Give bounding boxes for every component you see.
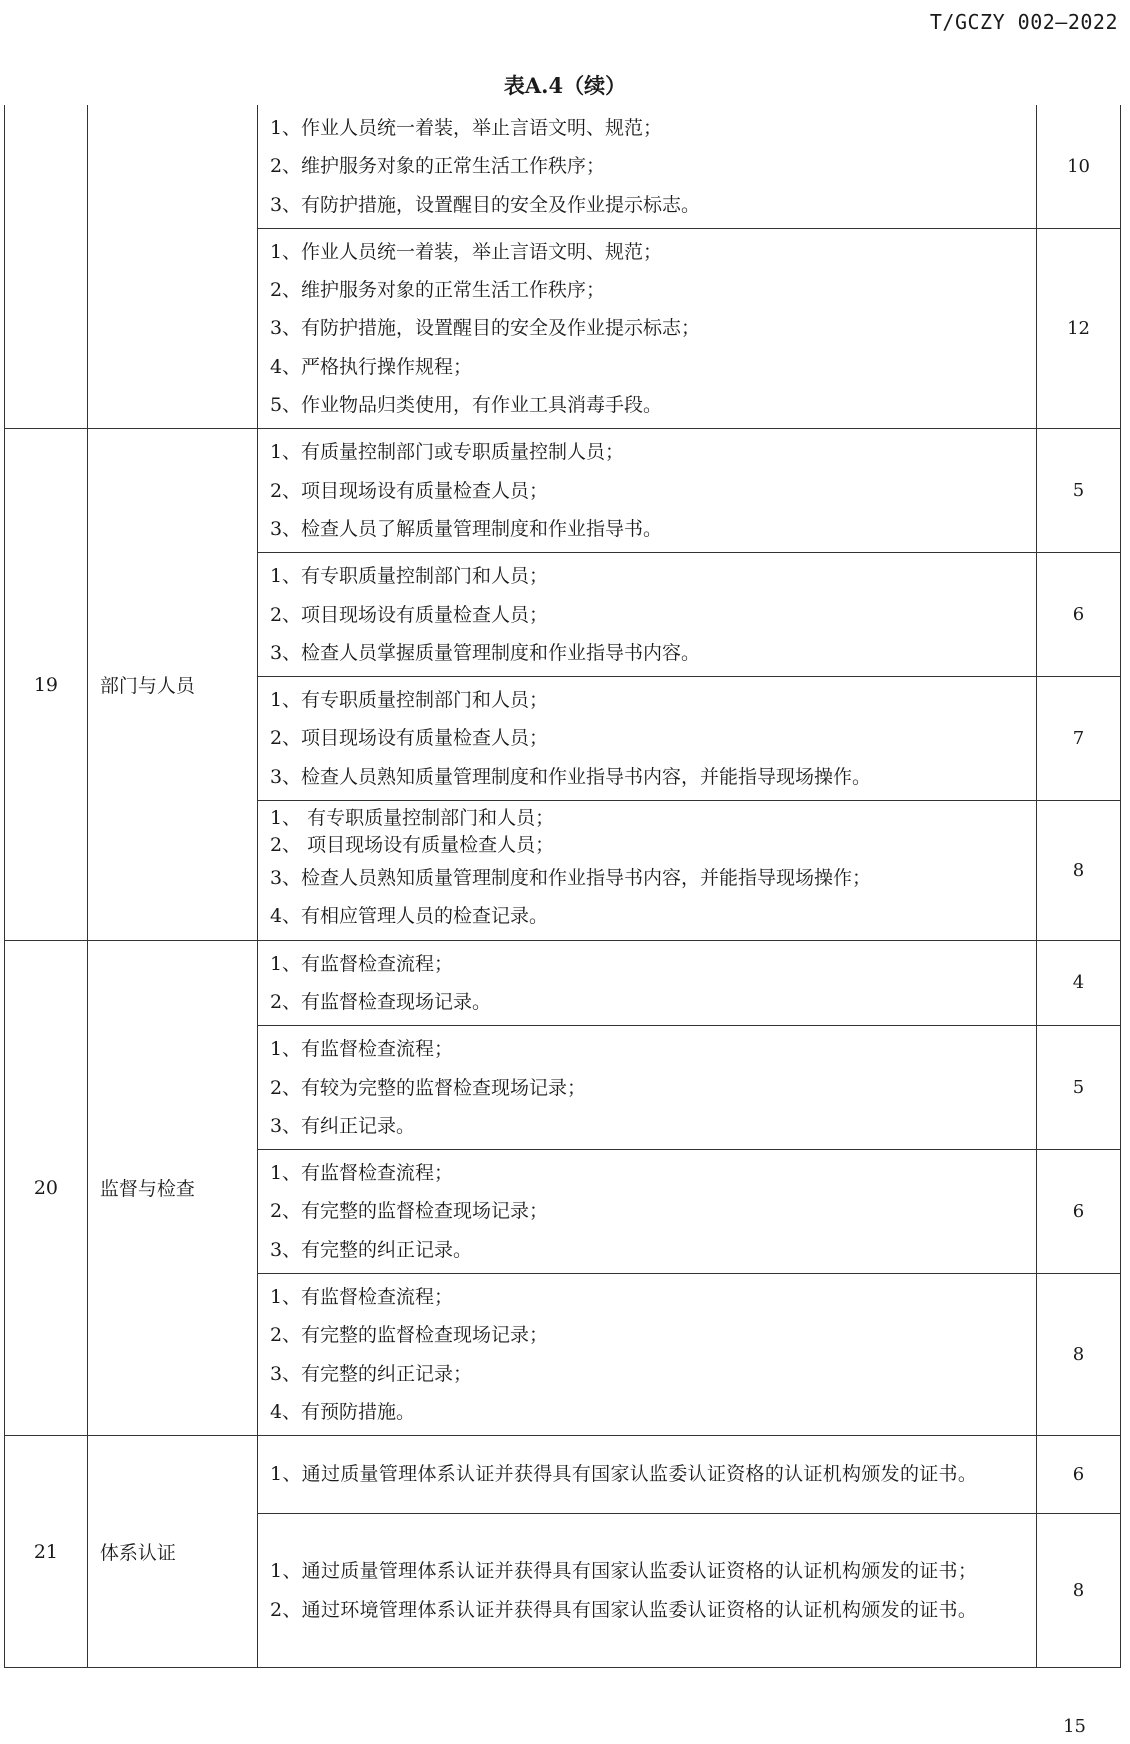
criteria-line: 4、有相应管理人员的检查记录。 [269,905,549,928]
criteria-cell [257,801,1036,941]
score-cell: 8 [1037,1514,1121,1668]
score-cell: 12 [1037,228,1121,428]
criteria-line: 1、作业人员统一着装，举止言语文明、规范； [269,240,663,263]
criteria-line: 3、有纠正记录。 [269,1114,416,1137]
item-number-cell: 21 [5,1436,88,1668]
criteria-line: 1、通过质量管理体系认证并获得具有国家认监委认证资格的认证机构颁发的证书； [269,1559,978,1582]
score-cell: 7 [1037,677,1121,801]
criteria-line: 4、严格执行操作规程； [269,355,473,378]
criteria-line: 2、通过环境管理体系认证并获得具有国家认监委认证资格的认证机构颁发的证书。 [269,1598,978,1621]
criteria-cell [257,429,1036,553]
table-row [5,105,1121,228]
criteria-line: 2、维护服务对象的正常生活工作秩序； [269,155,606,178]
criteria-line: 2、有完整的监督检查现场记录； [269,1324,549,1347]
criteria-cell [257,940,1036,1026]
score-cell: 6 [1037,1150,1121,1274]
criteria-line: 1、有监督检查流程； [269,1038,454,1061]
criteria-line: 3、有防护措施，设置醒目的安全及作业提示标志。 [269,193,701,216]
criteria-cell [257,105,1036,228]
criteria-cell [257,677,1036,801]
criteria-line: 3、检查人员熟知质量管理制度和作业指导书内容，并能指导现场操作。 [269,765,872,788]
table-row [5,429,1121,553]
criteria-cell [257,1436,1036,1514]
evaluation-table [4,105,1121,1668]
criteria-line: 3、有防护措施，设置醒目的安全及作业提示标志； [269,317,701,340]
criteria-line: 3、有完整的纠正记录； [269,1362,473,1385]
criteria-line: 3、检查人员了解质量管理制度和作业指导书。 [269,517,663,540]
score-cell: 8 [1037,801,1121,941]
document-code: T/GCZY 002—2022 [929,10,1118,34]
item-name-cell [87,105,257,429]
criteria-line: 2、项目现场设有质量检查人员； [269,727,549,750]
score-cell: 4 [1037,940,1121,1026]
score-cell: 8 [1037,1274,1121,1436]
table-title: 表A.4（续） [503,73,627,98]
criteria-line: 4、有预防措施。 [269,1400,416,1423]
item-number-cell [5,105,88,429]
criteria-line: 1、有监督检查流程； [269,1286,454,1309]
criteria-line: 5、作业物品归类使用，有作业工具消毒手段。 [269,394,663,417]
criteria-line: 1、有质量控制部门或专职质量控制人员； [269,441,625,464]
criteria-line: 3、检查人员掌握质量管理制度和作业指导书内容。 [269,641,701,664]
criteria-line: 2、有较为完整的监督检查现场记录； [269,1076,587,1099]
page-number: 15 [1063,1716,1086,1737]
item-number-cell: 19 [5,429,88,940]
criteria-cell [257,1026,1036,1150]
criteria-line: 2、有监督检查现场记录。 [269,990,492,1013]
criteria-cell [257,553,1036,677]
item-name-cell: 监督与检查 [87,940,257,1436]
score-cell: 5 [1037,1026,1121,1150]
criteria-line: 1、有专职质量控制部门和人员； [269,689,549,712]
criteria-line: 1、有监督检查流程； [269,1162,454,1185]
criteria-line: 1、 有专职质量控制部门和人员； [269,807,555,830]
table-row [5,940,1121,1026]
criteria-cell [257,1150,1036,1274]
criteria-line: 2、有完整的监督检查现场记录； [269,1200,549,1223]
criteria-cell [257,1514,1036,1668]
criteria-line: 2、项目现场设有质量检查人员； [269,603,549,626]
score-cell: 5 [1037,429,1121,553]
criteria-line: 2、项目现场设有质量检查人员； [269,479,549,502]
score-cell: 6 [1037,1436,1121,1514]
score-cell: 6 [1037,553,1121,677]
item-number-cell: 20 [5,940,88,1436]
score-cell: 10 [1037,105,1121,228]
criteria-line: 2、 项目现场设有质量检查人员； [269,834,555,857]
criteria-line: 1、有专职质量控制部门和人员； [269,565,549,588]
criteria-cell [257,228,1036,428]
item-name-cell: 部门与人员 [87,429,257,940]
criteria-line: 1、通过质量管理体系认证并获得具有国家认监委认证资格的认证机构颁发的证书。 [269,1463,978,1486]
table-row [5,1436,1121,1514]
criteria-line: 3、检查人员熟知质量管理制度和作业指导书内容，并能指导现场操作； [269,867,872,890]
criteria-line: 1、有监督检查流程； [269,952,454,975]
criteria-line: 3、有完整的纠正记录。 [269,1238,473,1261]
criteria-line: 1、作业人员统一着装，举止言语文明、规范； [269,117,663,139]
criteria-line: 2、维护服务对象的正常生活工作秩序； [269,279,606,302]
criteria-cell [257,1274,1036,1436]
item-name-cell: 体系认证 [87,1436,257,1668]
